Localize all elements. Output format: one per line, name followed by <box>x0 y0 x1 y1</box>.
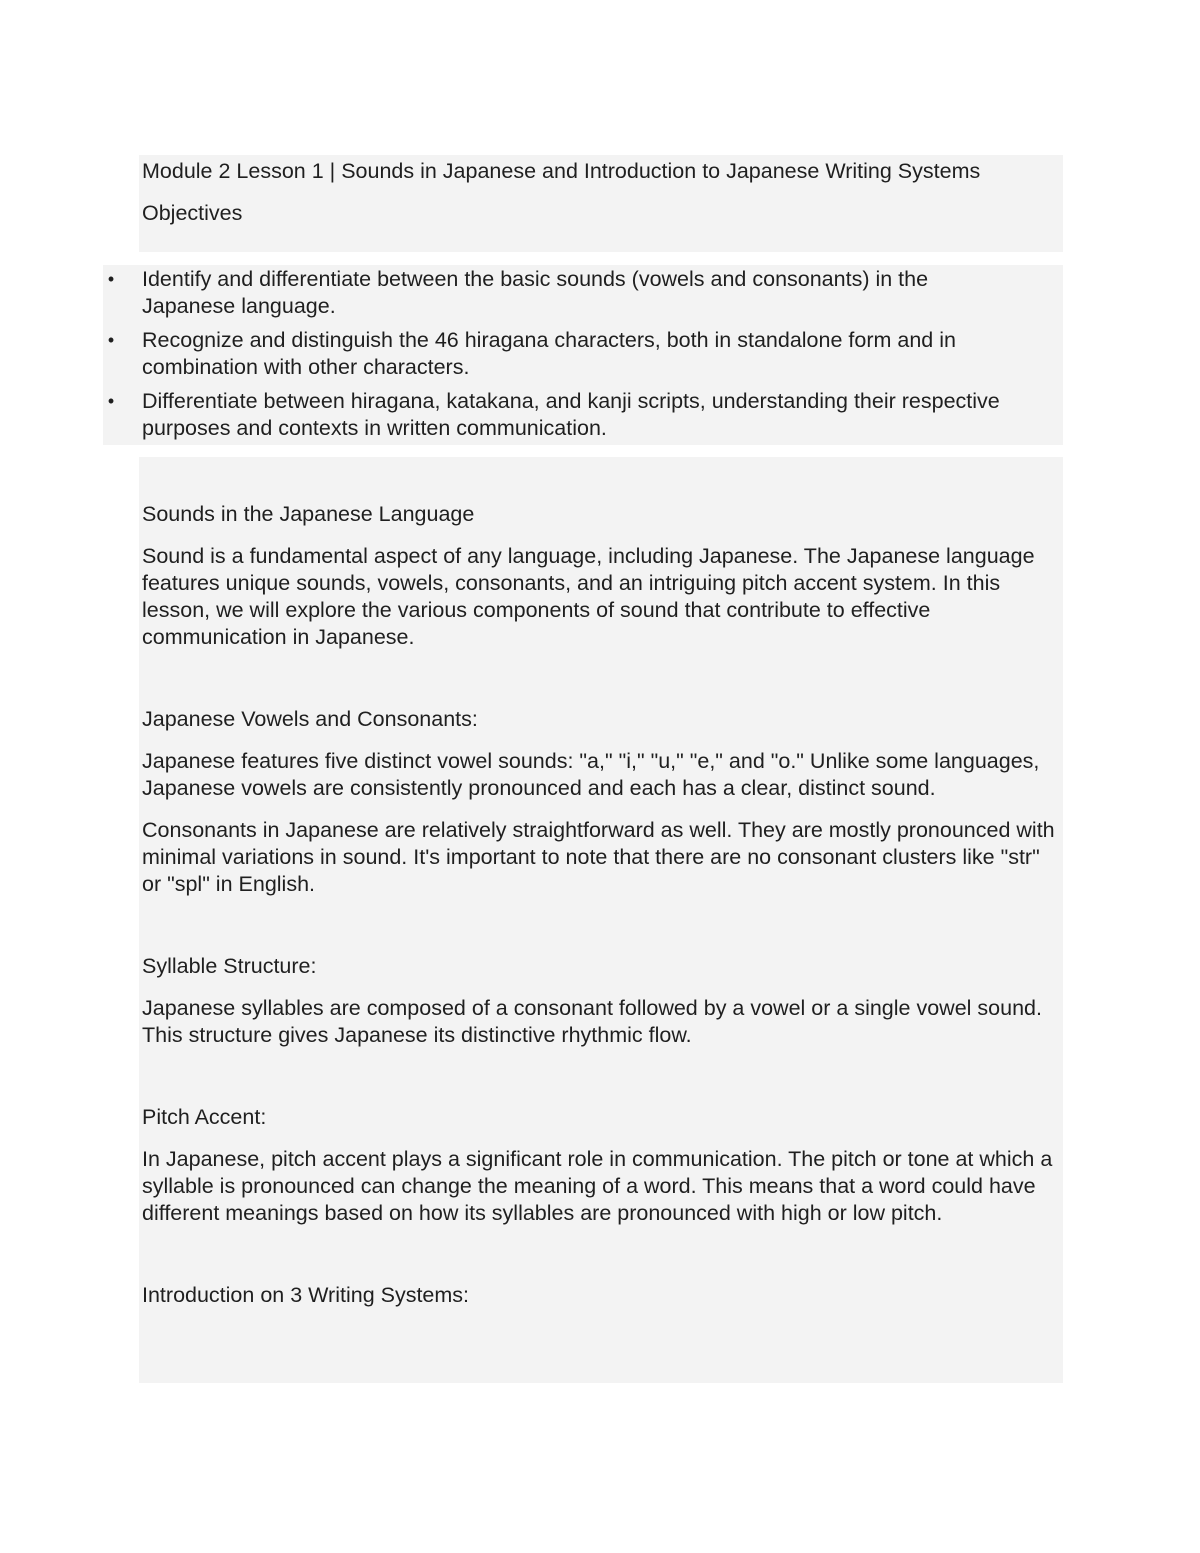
objective-item <box>103 388 1022 442</box>
section-spacer <box>142 1064 1063 1104</box>
sounds-paragraph: Sound is a fundamental aspect of any language, including Japanese. The Japanese language features unique sounds, vowels, consonants, and an intriguing pitch accent system. In this lesson, we will explore the various components of sound that contribute to effective communication in Japanese. <box>142 544 1035 649</box>
syllable-paragraph: Japanese syllables are composed of a consonant followed by a vowel or a single vowel sound. This structure gives Japanese its distinctive rhythmic flow. <box>142 996 1042 1047</box>
bullet-icon: • <box>107 391 115 411</box>
section-spacer <box>142 1242 1063 1282</box>
objective-text: Identify and differentiate between the basic sounds (vowels and consonants) in the Japanese language. <box>142 267 929 318</box>
objective-text: Recognize and distinguish the 46 hiragana characters, both in standalone form and in combination with other characters. <box>142 328 956 379</box>
consonants-paragraph: Consonants in Japanese are relatively straightforward as well. They are mostly pronounced with minimal variations in sound. It's important to note that there are no consonant clusters like "str" or "spl" in English. <box>142 818 1055 896</box>
lesson-header <box>139 155 1063 252</box>
section-spacer <box>142 666 1063 706</box>
lesson-content <box>139 457 1063 1383</box>
vowels-paragraph: Japanese features five distinct vowel sounds: "a," "i," "u," "e," and "o." Unlike some languages, Japanese vowels are consistently pronounced and each has a clear, distinct sound. <box>142 749 1040 800</box>
section-heading-sounds: Sounds in the Japanese Language <box>142 502 475 526</box>
section-heading-syllable-structure: Syllable Structure: <box>142 954 317 978</box>
page-title: Module 2 Lesson 1 | Sounds in Japanese and Introduction to Japanese Writing Systems <box>142 159 981 183</box>
objectives-heading: Objectives <box>142 201 243 225</box>
section-heading-pitch-accent: Pitch Accent: <box>142 1105 267 1129</box>
objective-item <box>103 266 1022 320</box>
pitch-paragraph: In Japanese, pitch accent plays a significant role in communication. The pitch or tone at which a syllable is pronounced can change the meaning of a word. This means that a word could have different meanings based on how its syllables are pronounced with high or low pitch. <box>142 1147 1053 1225</box>
bullet-icon: • <box>107 330 115 350</box>
bullet-icon: • <box>107 269 115 289</box>
objectives-list-block <box>103 265 1063 445</box>
objectives-list <box>103 266 1063 442</box>
objective-text: Differentiate between hiragana, katakana, and kanji scripts, understanding their respective purposes and contexts in written communication. <box>142 389 1000 440</box>
section-heading-vowels-consonants: Japanese Vowels and Consonants: <box>142 707 478 731</box>
objective-item <box>103 327 1022 381</box>
section-heading-writing-systems: Introduction on 3 Writing Systems: <box>142 1283 470 1307</box>
section-spacer <box>142 913 1063 953</box>
